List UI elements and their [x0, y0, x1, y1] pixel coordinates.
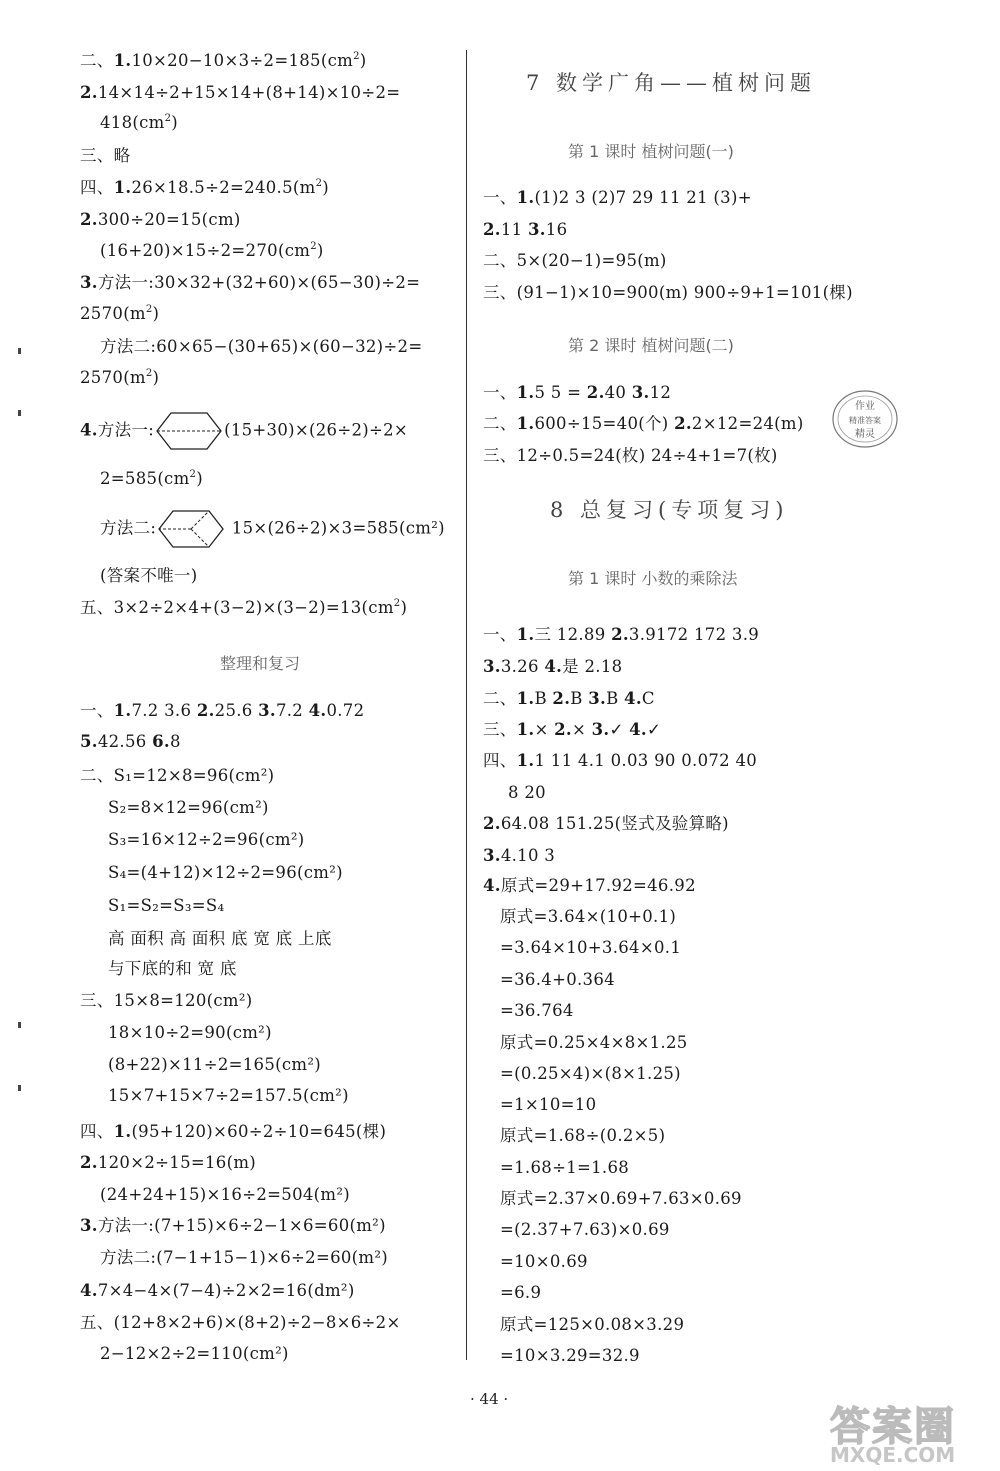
answer-text: 8 [169, 732, 181, 751]
answer-text: =10×0.69 [500, 1252, 588, 1271]
watermark-logo [830, 1395, 956, 1467]
answer-text: (8+22)×11÷2=165(cm²) [108, 1055, 322, 1074]
answer-text: S₁=12×8=96(cm²) [113, 766, 275, 785]
column-divider [466, 50, 467, 1360]
answer-text: 是 2.18 [562, 657, 623, 676]
answer-text: 四、 [483, 751, 517, 770]
answer-line [483, 250, 667, 272]
answer-line [100, 468, 203, 490]
answer-text: 15×(26÷2)×3=585(cm²) [226, 518, 445, 538]
answer-text: B [570, 689, 589, 708]
answer-text: B [606, 689, 625, 708]
answer-text: × [534, 720, 555, 739]
hexagon-split-y-icon [158, 510, 224, 548]
item-number: 4. [80, 420, 98, 440]
item-number: 3. [591, 720, 610, 739]
item-number: 2. [552, 689, 571, 708]
answer-text: (16+20)×15÷2=270(cm [100, 241, 311, 260]
item-number: 4. [80, 1281, 98, 1300]
answer-text: 一、 [483, 383, 517, 402]
answer-line [108, 1054, 321, 1076]
superscript: 2 [164, 113, 172, 124]
answer-text: 方法一:30×32+(32+60)×(65−30)÷2= [97, 273, 421, 292]
item-number: 1. [516, 383, 535, 402]
item-number: 3. [483, 657, 501, 676]
answer-text: 14×14÷2+15×14+(8+14)×10÷2= [97, 83, 401, 102]
answer-line [483, 219, 567, 241]
answer-line [500, 937, 681, 959]
answer-line [500, 1000, 574, 1022]
answer-text: 二、 [483, 251, 517, 270]
item-number: 1. [516, 188, 535, 207]
answer-text: =(2.37+7.63)×0.69 [500, 1220, 670, 1239]
item-number: 1. [516, 720, 535, 739]
answer-text: 原式=0.25×4×8×1.25 [500, 1033, 688, 1052]
item-number: 1. [113, 51, 132, 70]
answer-text: 原式=29+17.92=46.92 [500, 876, 696, 895]
answer-line [80, 765, 274, 787]
answer-text: 三、略 [80, 146, 131, 165]
answer-text: =10×3.29=32.9 [500, 1346, 640, 1365]
answer-text: ) [316, 241, 324, 260]
answer-text: S₁=S₂=S₃=S₄ [108, 896, 225, 915]
answer-text: (91−1)×10=900(m) 900÷9+1=101(棵) [516, 283, 853, 302]
answer-text: 高 面积 高 面积 底 宽 底 上底 [108, 929, 332, 948]
answer-line [500, 1282, 541, 1304]
answer-line [80, 1121, 386, 1143]
answer-line [108, 1022, 272, 1044]
answer-text: (答案不唯一) [100, 566, 198, 585]
item-number: 2. [196, 701, 215, 720]
answer-line [483, 845, 555, 867]
answer-text: 三、 [483, 720, 517, 739]
svg-text:精灵: 精灵 [855, 429, 875, 440]
item-number: 2. [80, 83, 98, 102]
answer-line [500, 1157, 629, 1179]
answer-text: 25.6 [214, 701, 259, 720]
item-number: 1. [516, 625, 535, 644]
answer-text: 三、 [80, 991, 114, 1010]
answer-text: 三 12.89 [534, 625, 612, 644]
page-number: · 44 · [470, 1390, 509, 1408]
answer-text: 4.10 3 [500, 846, 556, 865]
answer-text: 原式=125×0.08×3.29 [500, 1315, 685, 1334]
answer-text: B [534, 689, 553, 708]
answer-text: 40 [604, 383, 632, 402]
superscript: 2 [310, 241, 317, 252]
answer-text: ) [196, 469, 203, 488]
answer-text: =36.4+0.364 [500, 970, 615, 989]
answer-line [483, 413, 804, 435]
lesson-1-title: 第 1 课时 植树问题(一) [568, 142, 734, 161]
answer-line [500, 1314, 684, 1336]
answer-text: (24+24+15)×16÷2=504(m²) [100, 1185, 351, 1204]
item-number: 1. [516, 751, 535, 770]
answer-line [483, 445, 778, 467]
answer-line [108, 1085, 349, 1107]
item-number: 4. [544, 657, 563, 676]
item-number: 2. [80, 1153, 98, 1172]
answer-text: 10×20−10×3÷2=185(cm [131, 51, 354, 70]
answer-line [100, 336, 422, 358]
answer-text: 一、 [80, 701, 114, 720]
answer-line [483, 187, 752, 209]
chapter-8-title: 8 总复习(专项复习) [550, 498, 789, 522]
answer-line [483, 750, 757, 772]
answer-line [108, 862, 343, 884]
answer-text: 三、 [483, 283, 517, 302]
answer-text: × [571, 720, 592, 739]
superscript: 2 [393, 598, 401, 609]
answer-line [108, 829, 304, 851]
answer-text: 方法一: [97, 420, 155, 440]
item-number: 3. [588, 689, 607, 708]
item-number: 2. [611, 625, 629, 644]
answer-line [80, 1215, 386, 1237]
item-number: 1. [516, 414, 535, 433]
item-number: 2. [674, 414, 692, 433]
answer-line [100, 565, 197, 587]
superscript: 2 [145, 304, 153, 315]
answer-text: 方法一:(7+15)×6÷2−1×6=60(m²) [97, 1216, 386, 1235]
answer-text: =36.764 [500, 1001, 574, 1020]
answer-text: =1×10=10 [500, 1095, 597, 1114]
answer-text: 方法二:60×65−(30+65)×(60−32)÷2= [100, 337, 423, 356]
answer-text: 7.2 3.6 [131, 701, 197, 720]
margin-mark [18, 348, 21, 354]
item-number: 2. [554, 720, 572, 739]
item-number: 4. [629, 720, 647, 739]
superscript: 2 [145, 368, 153, 379]
answer-line [100, 240, 324, 262]
answer-text: 与下底的和 宽 底 [108, 959, 237, 978]
answer-text: 方法二:(7−1+15−1)×6÷2=60(m²) [100, 1248, 388, 1267]
superscript: 2 [353, 51, 360, 62]
answer-line [483, 719, 661, 741]
answer-text: 418(cm [100, 113, 165, 132]
item-number: 3. [258, 701, 276, 720]
item-number: 3. [527, 220, 546, 239]
answer-line [80, 700, 364, 722]
item-number: 6. [152, 732, 170, 751]
answer-text: ) [322, 178, 329, 197]
answer-text: 原式=3.64×(10+0.1) [500, 907, 677, 926]
answer-line [80, 50, 367, 72]
answer-text: 二、 [483, 689, 517, 708]
answer-text: 42.56 [97, 732, 153, 751]
answer-line [80, 1280, 355, 1302]
answer-text: S₄=(4+12)×12÷2=96(cm²) [108, 863, 343, 882]
item-number: 3. [483, 846, 501, 865]
answer-line [108, 958, 237, 980]
answer-text: ) [152, 368, 160, 387]
answer-text: 2570(m [80, 368, 146, 387]
answer-text: 五、 [80, 1313, 114, 1332]
answer-text: 2=585(cm [100, 469, 190, 488]
svg-text:作业: 作业 [855, 401, 875, 412]
item-number: 4. [308, 701, 327, 720]
answer-line [483, 656, 622, 678]
answer-text: 5 5 = [534, 383, 587, 402]
answer-text: 12÷0.5=24(枚) 24÷4+1=7(枚) [516, 446, 778, 465]
answer-line [100, 112, 178, 134]
answer-text: 3.26 [500, 657, 545, 676]
answer-text: 12 [649, 383, 672, 402]
answer-text: =3.64×10+3.64×0.1 [500, 938, 682, 957]
answer-line [500, 1125, 665, 1147]
answer-text: 四、 [80, 178, 114, 197]
answer-line [80, 412, 408, 450]
answer-line [80, 367, 159, 389]
answer-text: 二、 [80, 766, 114, 785]
answer-text: 1 11 4.1 0.03 90 0.072 40 [534, 751, 758, 770]
answer-text: 0.72 [326, 701, 365, 720]
section-title-review: 整理和复习 [220, 654, 301, 673]
lesson-2-title: 第 2 课时 植树问题(二) [568, 336, 734, 355]
answer-text: ) [152, 304, 160, 323]
hexagon-split-horizontal-icon [156, 412, 222, 450]
answer-text: 原式=2.37×0.69+7.63×0.69 [500, 1189, 742, 1208]
answer-text: 三、 [483, 446, 517, 465]
watermark-main: 答案圈 [830, 1404, 956, 1450]
answer-line [500, 1094, 596, 1116]
stamp-image [830, 385, 900, 455]
answer-line [483, 875, 696, 897]
answer-line [483, 688, 655, 710]
answer-text: 二、 [80, 51, 114, 70]
lesson-3-title: 第 1 课时 小数的乘除法 [568, 569, 738, 588]
watermark-url: MXQE.COM [830, 1443, 956, 1467]
answer-line [483, 282, 853, 304]
answer-text: 2×12=24(m) [691, 414, 804, 433]
answer-line [80, 272, 420, 294]
answer-text: ) [400, 598, 408, 617]
answer-text: 原式=1.68÷(0.2×5) [500, 1126, 666, 1145]
answer-text: 18×10÷2=90(cm²) [108, 1023, 272, 1042]
answer-text: 15×7+15×7÷2=157.5(cm²) [108, 1086, 349, 1105]
margin-mark [18, 1085, 21, 1091]
answer-line [80, 303, 159, 325]
answer-text: =6.9 [500, 1283, 542, 1302]
answer-text: 8 20 [508, 783, 546, 802]
answer-text: (12+8×2+6)×(8+2)÷2−8×6÷2× [113, 1313, 401, 1332]
answer-line [80, 209, 241, 231]
answer-line [80, 82, 400, 104]
answer-line [100, 510, 445, 548]
answer-text: 600÷15=40(个) [534, 414, 675, 433]
answer-text: ) [171, 113, 179, 132]
item-number: 5. [80, 732, 98, 751]
answer-text: 7×4−4×(7−4)÷2×2=16(dm²) [97, 1281, 355, 1300]
answer-line [108, 797, 269, 819]
answer-text: 11 [500, 220, 528, 239]
answer-text: 方法二: [100, 518, 157, 538]
answer-line [80, 145, 130, 167]
answer-text: 15×8=120(cm²) [113, 991, 253, 1010]
answer-text: 120×2÷15=16(m) [97, 1153, 257, 1172]
item-number: 2. [586, 383, 605, 402]
svg-text:精准答案: 精准答案 [849, 416, 881, 425]
answer-text: 3×2÷2×4+(3−2)×(3−2)=13(cm [113, 598, 394, 617]
answer-line [500, 1032, 688, 1054]
answer-text: =1.68÷1=1.68 [500, 1158, 630, 1177]
item-number: 2. [483, 220, 501, 239]
answer-text: 一、 [483, 188, 517, 207]
answer-line [500, 969, 615, 991]
answer-text: 2−12×2÷2=110(cm²) [100, 1344, 289, 1363]
answer-line [80, 990, 253, 1012]
answer-line [500, 1063, 681, 1085]
item-number: 4. [483, 876, 501, 895]
answer-text: 五、 [80, 598, 114, 617]
answer-line [500, 1188, 742, 1210]
answer-text: ✓ [609, 720, 630, 739]
item-number: 3. [80, 1216, 98, 1235]
answer-line [80, 1312, 401, 1334]
answer-line [80, 597, 407, 619]
answer-text: 300÷20=15(cm) [97, 210, 241, 229]
answer-text: 二、 [483, 414, 517, 433]
item-number: 1. [516, 689, 535, 708]
answer-line [80, 731, 181, 753]
item-number: 2. [80, 210, 98, 229]
answer-text: 7.2 [275, 701, 309, 720]
item-number: 3. [631, 383, 650, 402]
answer-line [500, 1219, 670, 1241]
item-number: 1. [113, 1122, 132, 1141]
answer-text: C [641, 689, 655, 708]
answer-text: 5×(20−1)=95(m) [516, 251, 667, 270]
item-number: 4. [624, 689, 642, 708]
answer-line [508, 782, 546, 804]
superscript: 2 [315, 178, 323, 189]
margin-mark [18, 410, 21, 416]
answer-text: S₃=16×12÷2=96(cm²) [108, 830, 305, 849]
answer-text: 26×18.5÷2=240.5(m [131, 178, 316, 197]
answer-text: (1)2 3 (2)7 29 11 21 (3)+ [534, 188, 752, 207]
answer-text: 一、 [483, 625, 517, 644]
answer-line [80, 1152, 256, 1174]
item-number: 2. [483, 814, 501, 833]
answer-line [108, 895, 224, 917]
item-number: 3. [80, 273, 98, 292]
margin-mark [18, 1022, 21, 1028]
answer-text: =(0.25×4)×(8×1.25) [500, 1064, 681, 1083]
answer-text: (15+30)×(26÷2)÷2× [224, 420, 409, 440]
answer-line [500, 1251, 588, 1273]
answer-line [100, 1247, 388, 1269]
answer-text: S₂=8×12=96(cm²) [108, 798, 269, 817]
answer-text: ) [359, 51, 367, 70]
answer-line [500, 1345, 640, 1367]
answer-line [80, 177, 329, 199]
superscript: 2 [189, 469, 197, 480]
answer-text: (95+120)×60÷2÷10=645(棵) [131, 1122, 387, 1141]
answer-text: 64.08 151.25(竖式及验算略) [500, 814, 729, 833]
item-number: 1. [113, 178, 132, 197]
answer-text: 2570(m [80, 304, 146, 323]
item-number: 1. [113, 701, 132, 720]
answer-line [500, 906, 676, 928]
answer-line [108, 928, 332, 950]
answer-text: ✓ [646, 720, 662, 739]
answer-line [483, 382, 671, 404]
answer-line [483, 813, 729, 835]
answer-line [100, 1343, 289, 1365]
answer-line [483, 624, 759, 646]
answer-line [100, 1184, 350, 1206]
answer-text: 3.9172 172 3.9 [628, 625, 760, 644]
chapter-7-title: 7 数学广角——植树问题 [526, 71, 817, 95]
answer-text: 四、 [80, 1122, 114, 1141]
answer-text: 16 [545, 220, 568, 239]
